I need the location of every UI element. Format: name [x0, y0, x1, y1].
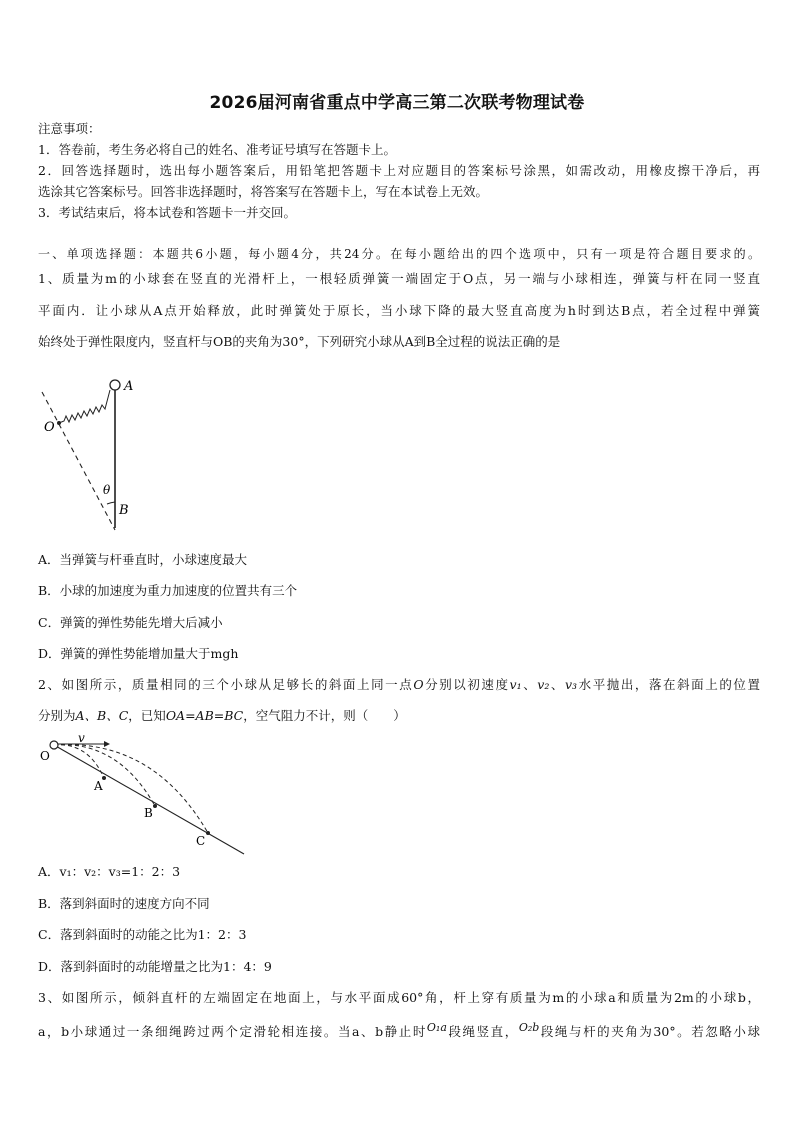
- q2-points-abc: A、B、C: [75, 708, 129, 723]
- notice-item-2: 2．回答选择题时，选出每小题答案后，用铅笔把答题卡上对应题目的答案标号涂黑，如需改动，用橡皮擦干净后，再: [38, 163, 760, 178]
- q1-label-theta: θ: [103, 483, 111, 497]
- q3-o1a: O₁a: [426, 1021, 447, 1034]
- q1-option-a: A．当弹簧与杆垂直时，小球速度最大: [38, 552, 248, 567]
- q1-stem-line-1: 1、质量为m的小球套在竖直的光滑杆上，一根轻质弹簧一端固定于O点，另一端与小球相连，弹簧与杆在同一竖直: [38, 271, 760, 286]
- q1-option-c: C．弹簧的弹性势能先增大后减小: [38, 615, 223, 630]
- q2-equation: OA=AB=BC: [165, 708, 244, 723]
- q2-stem-line-1: [38, 676, 760, 694]
- q2-option-d: D．落到斜面时的动能增量之比为1：4：9: [38, 959, 272, 974]
- q1-label-b: B: [119, 503, 129, 518]
- q2-option-a: A．v₁：v₂：v₃=1：2：3: [38, 864, 181, 879]
- q1-stem-line-3: 始终处于弹性限度内，竖直杆与OB的夹角为30°，下列研究小球从A到B全过程的说法正确的是: [38, 334, 561, 349]
- q1-label-o: O: [44, 420, 55, 435]
- q3-text-part: 段绳与杆的夹角为30°。若忽略小球: [539, 1024, 760, 1039]
- q3-stem-line-2: [38, 1023, 760, 1042]
- q1-spring-rod-figure: [38, 370, 148, 535]
- q1-label-a: A: [124, 379, 134, 394]
- q2-option-c: C．落到斜面时的动能之比为1：2：3: [38, 927, 247, 942]
- q2-label-b: B: [144, 806, 153, 820]
- q2-option-b: B．落到斜面时的速度方向不同: [38, 896, 210, 911]
- q2-label-o: O: [40, 749, 50, 763]
- q2-text-part: 、: [549, 677, 565, 692]
- notice-item-1: 1．答卷前，考生务必将自己的姓名、准考证号填写在答题卡上。: [38, 142, 396, 157]
- q2-stem-line-2: [38, 707, 760, 725]
- q1-option-b: B．小球的加速度为重力加速度的位置共有三个: [38, 583, 298, 598]
- notice-heading: 注意事项：: [38, 121, 101, 136]
- q2-text-part: 、: [521, 677, 538, 692]
- section-heading: 一、单项选择题：本题共6小题，每小题4分，共24分。在每小题给出的四个选项中，只有一项是符合题目要求的。: [38, 247, 760, 261]
- q3-o2b: O₂b: [518, 1021, 540, 1034]
- q2-incline-figure: [38, 728, 248, 858]
- q2-text-part: 2、如图所示，质量相同的三个小球从足够长的斜面上同一点: [38, 677, 414, 692]
- q2-v2: v₂: [537, 677, 550, 692]
- page-title: 2026届河南省重点中学高三第二次联考物理试卷: [209, 93, 585, 113]
- notice-item-3: 3．考试结束后，将本试卷和答题卡一并交回。: [38, 205, 296, 220]
- q2-text-part: 分别以初速度: [423, 677, 510, 692]
- q1-stem-line-2: 平面内．让小球从A点开始释放，此时弹簧处于原长，当小球下降的最大竖直高度为h时到达B点，若全过程中弹簧: [38, 303, 760, 318]
- q2-text-part: ，已知: [128, 708, 166, 723]
- q3-text-part: a，b小球通过一条细绳跨过两个定滑轮相连接。当a、b静止时: [38, 1024, 427, 1039]
- q3-stem-line-1: 3、如图所示，倾斜直杆的左端固定在地面上，与水平面成60°角，杆上穿有质量为m的小球a和质量为2m的小球b，: [38, 990, 760, 1005]
- q2-label-a: A: [94, 779, 103, 793]
- q2-v1: v₁: [509, 677, 522, 692]
- q2-point-o: O: [413, 677, 424, 692]
- q2-text-part: 分别为: [38, 708, 76, 723]
- q2-text-part: 水平抛出，落在斜面上的位置: [577, 677, 760, 692]
- q2-v3: v₃: [564, 677, 578, 692]
- q1-option-d: D．弹簧的弹性势能增加量大于mgh: [38, 646, 239, 661]
- notice-item-2-cont: 选涂其它答案标号。回答非选择题时，将答案写在答题卡上，写在本试卷上无效。: [38, 184, 489, 199]
- q2-label-c: C: [196, 834, 206, 848]
- q3-text-part: 段绳竖直，: [446, 1024, 519, 1039]
- q2-text-part: ，空气阻力不计，则（ ）: [243, 708, 406, 723]
- q2-label-v: v: [78, 731, 85, 745]
